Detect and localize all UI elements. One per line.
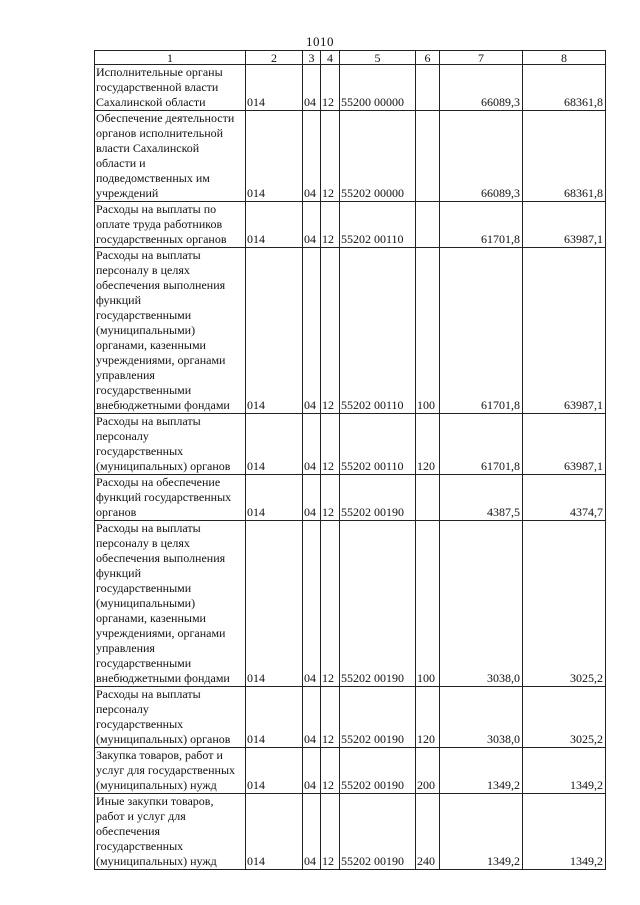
expense-name-line: (муниципальных) нужд xyxy=(96,854,217,868)
column-header: 1 xyxy=(95,51,246,65)
table-row xyxy=(95,475,606,521)
expense-kind-cell xyxy=(416,65,440,111)
expense-name-cell xyxy=(95,475,246,521)
table-body xyxy=(95,51,606,870)
expense-kind-cell xyxy=(416,475,440,521)
amount-year2-cell: 63987,1 xyxy=(523,414,606,475)
amount-year1-cell: 4387,5 xyxy=(440,475,523,521)
expense-name-line: функций государственных xyxy=(96,490,232,504)
expense-name-line: (муниципальных) органов xyxy=(96,732,231,746)
expense-kind-cell: 100 xyxy=(416,248,440,414)
expense-name-line: Расходы на выплаты xyxy=(96,248,201,262)
expense-name-line: обеспечения выполнения xyxy=(96,551,226,565)
subsection-code-cell: 12 xyxy=(321,521,340,687)
section-code-cell: 04 xyxy=(303,414,321,475)
admin-code-cell: 014 xyxy=(246,475,303,521)
admin-code-cell: 014 xyxy=(246,687,303,748)
subsection-code-cell: 12 xyxy=(321,248,340,414)
expense-name-line: органами, казенными xyxy=(96,338,206,352)
target-article-cell: 55202 00190 xyxy=(340,475,416,521)
amount-year2-cell: 68361,8 xyxy=(523,111,606,202)
expense-name-line: обеспечения xyxy=(96,824,161,838)
column-header: 6 xyxy=(416,51,440,65)
amount-year2-cell: 3025,2 xyxy=(523,521,606,687)
table-row xyxy=(95,202,606,248)
target-article-cell: 55202 00190 xyxy=(340,794,416,870)
column-header: 3 xyxy=(303,51,321,65)
table-row xyxy=(95,65,606,111)
target-article-cell: 55202 00110 xyxy=(340,202,416,248)
expense-name-line: государственных xyxy=(96,839,184,853)
expense-name-line: органами, казенными xyxy=(96,611,206,625)
section-code-cell: 04 xyxy=(303,202,321,248)
amount-year1-cell: 61701,8 xyxy=(440,248,523,414)
section-code-cell: 04 xyxy=(303,248,321,414)
page-number: 1010 xyxy=(306,34,334,49)
amount-year1-cell: 3038,0 xyxy=(440,687,523,748)
admin-code-cell: 014 xyxy=(246,794,303,870)
expense-name-cell xyxy=(95,521,246,687)
expense-name-line: учреждениями, органами xyxy=(96,626,226,640)
subsection-code-cell: 12 xyxy=(321,475,340,521)
section-code-cell: 04 xyxy=(303,475,321,521)
amount-year1-cell: 1349,2 xyxy=(440,748,523,794)
expense-name-line: (муниципальными) xyxy=(96,596,196,610)
expense-name-cell xyxy=(95,794,246,870)
subsection-code-cell: 12 xyxy=(321,414,340,475)
expense-name-line: управления xyxy=(96,368,155,382)
amount-year2-cell: 4374,7 xyxy=(523,475,606,521)
expense-name-cell xyxy=(95,748,246,794)
expense-name-line: государственных xyxy=(96,444,184,458)
expense-name-line: подведомственных им xyxy=(96,171,210,185)
expense-name-line: государственными xyxy=(96,656,192,670)
expense-name-line: государственных xyxy=(96,717,184,731)
expense-name-line: внебюджетными фондами xyxy=(96,398,230,412)
column-header: 4 xyxy=(321,51,340,65)
expense-name-line: Расходы на обеспечение xyxy=(96,475,221,489)
expense-name-line: Иные закупки товаров, xyxy=(96,794,214,808)
expense-name-line: работ и услуг для xyxy=(96,809,186,823)
expense-name-line: управления xyxy=(96,641,155,655)
expense-kind-cell: 120 xyxy=(416,414,440,475)
expense-name-line: персоналу xyxy=(96,429,149,443)
expense-name-line: оплате труда работников xyxy=(96,217,223,231)
table-row xyxy=(95,111,606,202)
amount-year1-cell: 66089,3 xyxy=(440,111,523,202)
expense-kind-cell xyxy=(416,202,440,248)
expense-name-line: государственных органов xyxy=(96,232,227,246)
expense-name-line: Расходы на выплаты xyxy=(96,414,201,428)
admin-code-cell: 014 xyxy=(246,248,303,414)
expense-kind-cell: 240 xyxy=(416,794,440,870)
expense-name-line: Сахалинской области xyxy=(96,95,206,109)
column-header: 5 xyxy=(340,51,416,65)
target-article-cell: 55202 00190 xyxy=(340,748,416,794)
amount-year2-cell: 63987,1 xyxy=(523,202,606,248)
table-row xyxy=(95,748,606,794)
expense-name-line: внебюджетными фондами xyxy=(96,671,230,685)
expense-name-line: персоналу в целях xyxy=(96,536,190,550)
expense-name-line: Расходы на выплаты по xyxy=(96,202,217,216)
table-row xyxy=(95,414,606,475)
expense-name-cell xyxy=(95,65,246,111)
expense-name-line: обеспечения выполнения xyxy=(96,278,226,292)
column-header: 7 xyxy=(440,51,523,65)
target-article-cell: 55200 00000 xyxy=(340,65,416,111)
expense-kind-cell: 200 xyxy=(416,748,440,794)
table-row xyxy=(95,794,606,870)
expense-kind-cell: 100 xyxy=(416,521,440,687)
section-code-cell: 04 xyxy=(303,748,321,794)
section-code-cell: 04 xyxy=(303,794,321,870)
target-article-cell: 55202 00190 xyxy=(340,687,416,748)
expense-name-line: Исполнительные органы xyxy=(96,65,223,79)
subsection-code-cell: 12 xyxy=(321,687,340,748)
expense-name-line: области и xyxy=(96,156,146,170)
expense-name-line: учреждениями, органами xyxy=(96,353,226,367)
subsection-code-cell: 12 xyxy=(321,202,340,248)
expense-name-cell xyxy=(95,687,246,748)
expense-kind-cell xyxy=(416,111,440,202)
target-article-cell: 55202 00110 xyxy=(340,248,416,414)
subsection-code-cell: 12 xyxy=(321,111,340,202)
admin-code-cell: 014 xyxy=(246,65,303,111)
admin-code-cell: 014 xyxy=(246,111,303,202)
expense-name-cell xyxy=(95,202,246,248)
amount-year1-cell: 1349,2 xyxy=(440,794,523,870)
expense-name-line: государственными xyxy=(96,308,192,322)
target-article-cell: 55202 00000 xyxy=(340,111,416,202)
table-row xyxy=(95,248,606,414)
table-row xyxy=(95,687,606,748)
admin-code-cell: 014 xyxy=(246,202,303,248)
expense-name-line: персоналу xyxy=(96,702,149,716)
admin-code-cell: 014 xyxy=(246,748,303,794)
amount-year1-cell: 61701,8 xyxy=(440,414,523,475)
expense-name-line: функций xyxy=(96,293,141,307)
expense-name-line: персоналу в целях xyxy=(96,263,190,277)
column-header: 8 xyxy=(523,51,606,65)
amount-year1-cell: 61701,8 xyxy=(440,202,523,248)
subsection-code-cell: 12 xyxy=(321,794,340,870)
expense-name-cell xyxy=(95,248,246,414)
expense-name-line: (муниципальных) органов xyxy=(96,459,231,473)
amount-year1-cell: 3038,0 xyxy=(440,521,523,687)
amount-year2-cell: 68361,8 xyxy=(523,65,606,111)
table-row xyxy=(95,521,606,687)
amount-year2-cell: 63987,1 xyxy=(523,248,606,414)
expense-kind-cell: 120 xyxy=(416,687,440,748)
amount-year2-cell: 3025,2 xyxy=(523,687,606,748)
target-article-cell: 55202 00190 xyxy=(340,521,416,687)
subsection-code-cell: 12 xyxy=(321,748,340,794)
column-header: 2 xyxy=(246,51,303,65)
section-code-cell: 04 xyxy=(303,111,321,202)
budget-table xyxy=(94,50,606,870)
expense-name-line: Закупка товаров, работ и xyxy=(96,748,223,762)
expense-name-line: органов xyxy=(96,505,137,519)
target-article-cell: 55202 00110 xyxy=(340,414,416,475)
expense-name-line: учреждений xyxy=(96,186,159,200)
expense-name-line: государственной власти xyxy=(96,80,219,94)
expense-name-line: органов исполнительной xyxy=(96,126,224,140)
section-code-cell: 04 xyxy=(303,687,321,748)
expense-name-line: услуг для государственных xyxy=(96,763,236,777)
expense-name-line: (муниципальными) xyxy=(96,323,196,337)
amount-year2-cell: 1349,2 xyxy=(523,794,606,870)
table-header-row xyxy=(95,51,606,65)
expense-name-line: Расходы на выплаты xyxy=(96,521,201,535)
expense-name-line: функций xyxy=(96,566,141,580)
expense-name-line: государственными xyxy=(96,383,192,397)
amount-year2-cell: 1349,2 xyxy=(523,748,606,794)
subsection-code-cell: 12 xyxy=(321,65,340,111)
section-code-cell: 04 xyxy=(303,521,321,687)
amount-year1-cell: 66089,3 xyxy=(440,65,523,111)
admin-code-cell: 014 xyxy=(246,521,303,687)
expense-name-line: (муниципальных) нужд xyxy=(96,778,217,792)
expense-name-line: Расходы на выплаты xyxy=(96,687,201,701)
expense-name-line: власти Сахалинской xyxy=(96,141,200,155)
expense-name-cell xyxy=(95,111,246,202)
expense-name-line: Обеспечение деятельности xyxy=(96,111,235,125)
admin-code-cell: 014 xyxy=(246,414,303,475)
expense-name-cell xyxy=(95,414,246,475)
expense-name-line: государственными xyxy=(96,581,192,595)
section-code-cell: 04 xyxy=(303,65,321,111)
